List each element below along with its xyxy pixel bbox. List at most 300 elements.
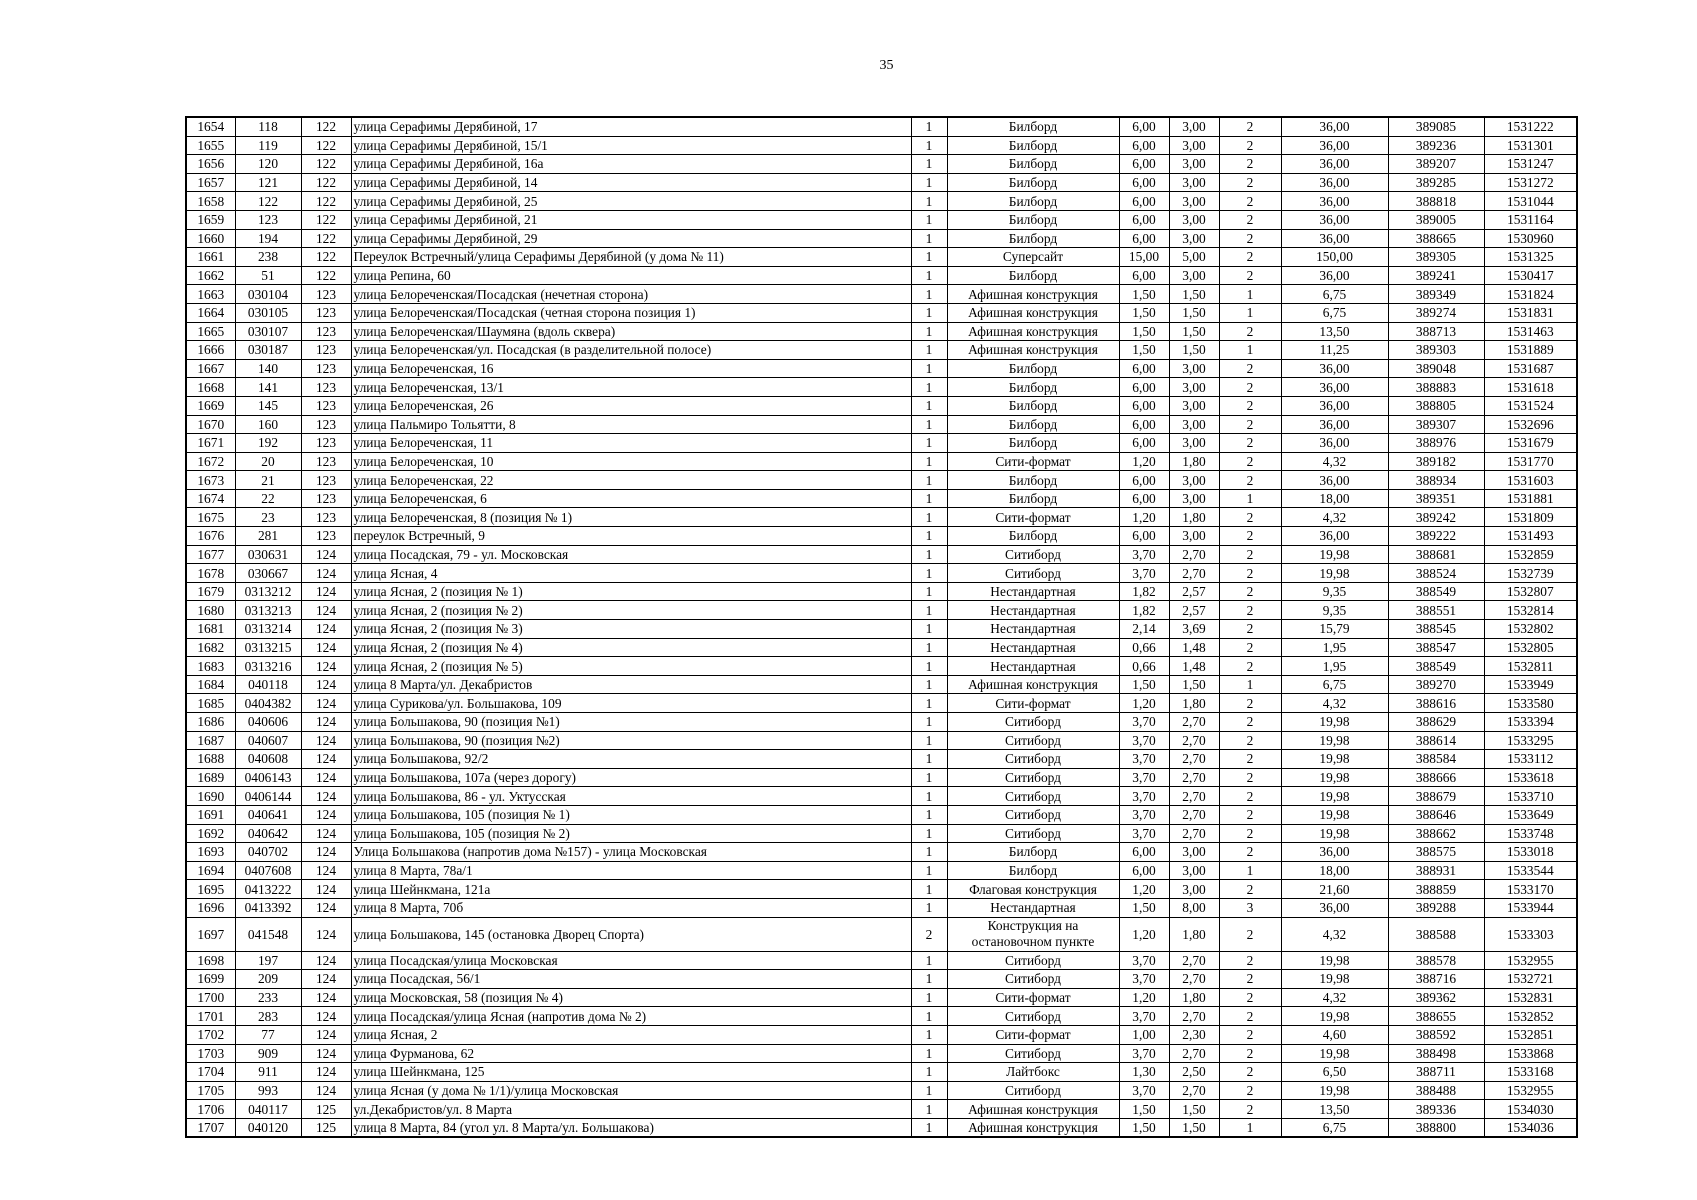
cell-sides: 2 — [1219, 731, 1281, 750]
cell-quantity: 1 — [911, 248, 947, 267]
cell-coord-y: 1533544 — [1484, 861, 1577, 880]
cell-coord-y: 1531301 — [1484, 136, 1577, 155]
cell-width: 3,70 — [1119, 805, 1169, 824]
cell-sides: 2 — [1219, 471, 1281, 490]
cell-district-code: 122 — [301, 136, 351, 155]
cell-quantity: 1 — [911, 415, 947, 434]
cell-width: 1,50 — [1119, 322, 1169, 341]
cell-row-number: 1675 — [186, 508, 235, 527]
cell-sides: 1 — [1219, 341, 1281, 360]
cell-coord-x: 388551 — [1388, 601, 1484, 620]
cell-district-code: 124 — [301, 898, 351, 917]
cell-row-number: 1674 — [186, 489, 235, 508]
table-row — [186, 303, 1577, 322]
cell-district-code: 123 — [301, 415, 351, 434]
cell-coord-y: 1531222 — [1484, 117, 1577, 136]
cell-sides: 1 — [1219, 285, 1281, 304]
cell-row-number: 1682 — [186, 638, 235, 657]
cell-area: 6,75 — [1281, 285, 1388, 304]
cell-height: 2,70 — [1169, 1044, 1219, 1063]
cell-height: 3,00 — [1169, 489, 1219, 508]
cell-row-number: 1670 — [186, 415, 235, 434]
cell-width: 1,20 — [1119, 694, 1169, 713]
table-row — [186, 1025, 1577, 1044]
cell-area: 36,00 — [1281, 266, 1388, 285]
cell-area: 36,00 — [1281, 229, 1388, 248]
cell-sides: 2 — [1219, 620, 1281, 639]
cell-structure-type: Ситиборд — [947, 1044, 1119, 1063]
cell-sides: 2 — [1219, 657, 1281, 676]
cell-row-number: 1693 — [186, 843, 235, 862]
cell-coord-x: 388498 — [1388, 1044, 1484, 1063]
cell-area: 36,00 — [1281, 415, 1388, 434]
cell-height: 3,00 — [1169, 210, 1219, 229]
cell-structure-type: Ситиборд — [947, 545, 1119, 564]
cell-height: 2,70 — [1169, 768, 1219, 787]
cell-structure-id: 141 — [235, 378, 301, 397]
cell-coord-y: 1531809 — [1484, 508, 1577, 527]
cell-area: 19,98 — [1281, 750, 1388, 769]
cell-width: 6,00 — [1119, 489, 1169, 508]
cell-address: улица Шейнкмана, 125 — [351, 1063, 911, 1082]
cell-row-number: 1671 — [186, 434, 235, 453]
cell-sides: 2 — [1219, 396, 1281, 415]
cell-row-number: 1684 — [186, 675, 235, 694]
cell-height: 3,00 — [1169, 173, 1219, 192]
cell-quantity: 1 — [911, 527, 947, 546]
cell-coord-y: 1532955 — [1484, 951, 1577, 970]
cell-structure-id: 121 — [235, 173, 301, 192]
cell-width: 1,20 — [1119, 452, 1169, 471]
cell-address: улица Фурманова, 62 — [351, 1044, 911, 1063]
cell-address: улица Серафимы Дерябиной, 15/1 — [351, 136, 911, 155]
table-row — [186, 601, 1577, 620]
cell-coord-y: 1532739 — [1484, 564, 1577, 583]
cell-structure-type: Ситиборд — [947, 564, 1119, 583]
cell-district-code: 123 — [301, 285, 351, 304]
cell-structure-id: 030631 — [235, 545, 301, 564]
cell-coord-y: 1533394 — [1484, 713, 1577, 732]
cell-coord-x: 389351 — [1388, 489, 1484, 508]
table-row — [186, 988, 1577, 1007]
cell-structure-id: 040120 — [235, 1118, 301, 1137]
cell-structure-type: Сити-формат — [947, 988, 1119, 1007]
cell-height: 1,50 — [1169, 1118, 1219, 1137]
cell-height: 2,70 — [1169, 805, 1219, 824]
cell-structure-type: Билборд — [947, 173, 1119, 192]
cell-width: 3,70 — [1119, 1007, 1169, 1026]
cell-quantity: 1 — [911, 620, 947, 639]
cell-width: 3,70 — [1119, 750, 1169, 769]
cell-address: улица Сурикова/ул. Большакова, 109 — [351, 694, 911, 713]
cell-address: улица 8 Марта, 70б — [351, 898, 911, 917]
cell-coord-y: 1531824 — [1484, 285, 1577, 304]
cell-coord-x: 388588 — [1388, 917, 1484, 951]
cell-area: 1,95 — [1281, 657, 1388, 676]
cell-coord-x: 388859 — [1388, 880, 1484, 899]
cell-area: 18,00 — [1281, 489, 1388, 508]
cell-row-number: 1702 — [186, 1025, 235, 1044]
cell-quantity: 1 — [911, 657, 947, 676]
cell-quantity: 1 — [911, 266, 947, 285]
cell-height: 3,00 — [1169, 471, 1219, 490]
cell-structure-id: 0313215 — [235, 638, 301, 657]
cell-coord-y: 1532831 — [1484, 988, 1577, 1007]
cell-sides: 2 — [1219, 136, 1281, 155]
cell-area: 150,00 — [1281, 248, 1388, 267]
cell-address: улица Ясная, 2 (позиция № 4) — [351, 638, 911, 657]
cell-coord-x: 389222 — [1388, 527, 1484, 546]
advertising-structures-table — [185, 116, 1578, 1138]
table-row — [186, 415, 1577, 434]
cell-width: 6,00 — [1119, 210, 1169, 229]
cell-area: 4,32 — [1281, 452, 1388, 471]
cell-coord-x: 389207 — [1388, 155, 1484, 174]
table-row — [186, 434, 1577, 453]
cell-width: 6,00 — [1119, 229, 1169, 248]
cell-structure-id: 160 — [235, 415, 301, 434]
cell-coord-y: 1532814 — [1484, 601, 1577, 620]
cell-row-number: 1686 — [186, 713, 235, 732]
cell-row-number: 1700 — [186, 988, 235, 1007]
table-row — [186, 1044, 1577, 1063]
cell-sides: 2 — [1219, 694, 1281, 713]
cell-coord-y: 1531889 — [1484, 341, 1577, 360]
cell-structure-id: 145 — [235, 396, 301, 415]
cell-row-number: 1676 — [186, 527, 235, 546]
cell-quantity: 1 — [911, 731, 947, 750]
cell-row-number: 1665 — [186, 322, 235, 341]
cell-coord-x: 388614 — [1388, 731, 1484, 750]
cell-height: 3,00 — [1169, 266, 1219, 285]
cell-width: 1,00 — [1119, 1025, 1169, 1044]
cell-sides: 2 — [1219, 527, 1281, 546]
cell-coord-x: 388800 — [1388, 1118, 1484, 1137]
cell-sides: 2 — [1219, 638, 1281, 657]
table-row — [186, 378, 1577, 397]
cell-coord-y: 1532851 — [1484, 1025, 1577, 1044]
table-row — [186, 1118, 1577, 1137]
cell-row-number: 1690 — [186, 787, 235, 806]
cell-structure-id: 51 — [235, 266, 301, 285]
cell-sides: 2 — [1219, 564, 1281, 583]
cell-width: 1,50 — [1119, 303, 1169, 322]
cell-height: 3,00 — [1169, 359, 1219, 378]
cell-coord-y: 1532805 — [1484, 638, 1577, 657]
cell-coord-y: 1533949 — [1484, 675, 1577, 694]
cell-width: 6,00 — [1119, 843, 1169, 862]
cell-district-code: 124 — [301, 843, 351, 862]
cell-structure-id: 119 — [235, 136, 301, 155]
cell-structure-id: 040642 — [235, 824, 301, 843]
cell-coord-x: 389085 — [1388, 117, 1484, 136]
cell-address: улица Белореченская/Посадская (нечетная сторона) — [351, 285, 911, 304]
table-body — [186, 117, 1577, 1137]
cell-row-number: 1669 — [186, 396, 235, 415]
cell-district-code: 122 — [301, 155, 351, 174]
cell-coord-y: 1531247 — [1484, 155, 1577, 174]
cell-row-number: 1680 — [186, 601, 235, 620]
cell-structure-id: 0313212 — [235, 582, 301, 601]
cell-district-code: 124 — [301, 768, 351, 787]
cell-width: 3,70 — [1119, 970, 1169, 989]
table-row — [186, 117, 1577, 136]
cell-width: 3,70 — [1119, 545, 1169, 564]
cell-address: улица Белореченская, 16 — [351, 359, 911, 378]
cell-coord-x: 389303 — [1388, 341, 1484, 360]
cell-coord-y: 1531679 — [1484, 434, 1577, 453]
cell-row-number: 1692 — [186, 824, 235, 843]
cell-sides: 2 — [1219, 266, 1281, 285]
cell-district-code: 124 — [301, 750, 351, 769]
cell-quantity: 1 — [911, 434, 947, 453]
cell-sides: 2 — [1219, 768, 1281, 787]
cell-row-number: 1695 — [186, 880, 235, 899]
cell-row-number: 1685 — [186, 694, 235, 713]
table-row — [186, 545, 1577, 564]
cell-coord-y: 1533710 — [1484, 787, 1577, 806]
cell-address: Улица Большакова (напротив дома №157) - улица Московская — [351, 843, 911, 862]
cell-sides: 2 — [1219, 452, 1281, 471]
table-row — [186, 638, 1577, 657]
cell-address: улица Посадская, 56/1 — [351, 970, 911, 989]
cell-address: улица Белореченская, 22 — [351, 471, 911, 490]
cell-quantity: 1 — [911, 951, 947, 970]
table-row — [186, 861, 1577, 880]
cell-structure-type: Ситиборд — [947, 1007, 1119, 1026]
cell-row-number: 1658 — [186, 192, 235, 211]
cell-structure-type: Нестандартная — [947, 620, 1119, 639]
cell-row-number: 1703 — [186, 1044, 235, 1063]
cell-district-code: 124 — [301, 1063, 351, 1082]
cell-area: 6,75 — [1281, 1118, 1388, 1137]
cell-area: 19,98 — [1281, 1044, 1388, 1063]
cell-coord-y: 1530417 — [1484, 266, 1577, 285]
cell-district-code: 122 — [301, 210, 351, 229]
table-row — [186, 731, 1577, 750]
cell-height: 2,70 — [1169, 564, 1219, 583]
cell-structure-type: Билборд — [947, 266, 1119, 285]
table-row — [186, 675, 1577, 694]
cell-coord-y: 1531603 — [1484, 471, 1577, 490]
cell-district-code: 122 — [301, 173, 351, 192]
cell-area: 19,98 — [1281, 731, 1388, 750]
cell-sides: 2 — [1219, 173, 1281, 192]
cell-sides: 1 — [1219, 489, 1281, 508]
cell-district-code: 122 — [301, 117, 351, 136]
cell-structure-type: Билборд — [947, 843, 1119, 862]
cell-area: 36,00 — [1281, 359, 1388, 378]
cell-sides: 2 — [1219, 951, 1281, 970]
cell-coord-y: 1533303 — [1484, 917, 1577, 951]
cell-district-code: 122 — [301, 266, 351, 285]
cell-height: 3,00 — [1169, 117, 1219, 136]
cell-address: переулок Встречный, 9 — [351, 527, 911, 546]
cell-structure-id: 120 — [235, 155, 301, 174]
cell-sides: 2 — [1219, 1025, 1281, 1044]
cell-row-number: 1697 — [186, 917, 235, 951]
cell-coord-x: 389270 — [1388, 675, 1484, 694]
cell-address: улица 8 Марта, 78а/1 — [351, 861, 911, 880]
cell-structure-type: Нестандартная — [947, 638, 1119, 657]
cell-structure-type: Суперсайт — [947, 248, 1119, 267]
cell-structure-id: 192 — [235, 434, 301, 453]
cell-quantity: 1 — [911, 229, 947, 248]
table-row — [186, 750, 1577, 769]
cell-structure-type: Лайтбокс — [947, 1063, 1119, 1082]
cell-structure-type: Афишная конструкция — [947, 285, 1119, 304]
table-row — [186, 285, 1577, 304]
cell-district-code: 122 — [301, 192, 351, 211]
cell-quantity: 1 — [911, 396, 947, 415]
cell-coord-x: 389307 — [1388, 415, 1484, 434]
cell-coord-x: 389285 — [1388, 173, 1484, 192]
table-row — [186, 620, 1577, 639]
cell-area: 36,00 — [1281, 527, 1388, 546]
cell-structure-type: Афишная конструкция — [947, 303, 1119, 322]
cell-address: улица Белореченская/Шаумяна (вдоль сквера) — [351, 322, 911, 341]
table-container — [185, 116, 1578, 1138]
table-row — [186, 694, 1577, 713]
table-row — [186, 322, 1577, 341]
cell-width: 1,50 — [1119, 1100, 1169, 1119]
cell-width: 1,20 — [1119, 988, 1169, 1007]
table-row — [186, 396, 1577, 415]
cell-address: улица Белореченская, 8 (позиция № 1) — [351, 508, 911, 527]
cell-row-number: 1681 — [186, 620, 235, 639]
cell-height: 1,80 — [1169, 452, 1219, 471]
cell-sides: 2 — [1219, 229, 1281, 248]
table-row — [186, 880, 1577, 899]
cell-address: улица Белореченская, 13/1 — [351, 378, 911, 397]
cell-height: 2,70 — [1169, 824, 1219, 843]
cell-width: 6,00 — [1119, 861, 1169, 880]
table-row — [186, 843, 1577, 862]
table-row — [186, 359, 1577, 378]
cell-address: улица Пальмиро Тольятти, 8 — [351, 415, 911, 434]
cell-sides: 2 — [1219, 508, 1281, 527]
cell-structure-id: 0313214 — [235, 620, 301, 639]
cell-sides: 2 — [1219, 880, 1281, 899]
cell-structure-type: Билборд — [947, 378, 1119, 397]
cell-structure-type: Афишная конструкция — [947, 341, 1119, 360]
cell-coord-y: 1532696 — [1484, 415, 1577, 434]
cell-height: 3,69 — [1169, 620, 1219, 639]
cell-district-code: 122 — [301, 248, 351, 267]
cell-coord-y: 1533295 — [1484, 731, 1577, 750]
cell-area: 1,95 — [1281, 638, 1388, 657]
cell-structure-type: Ситиборд — [947, 805, 1119, 824]
table-row — [186, 657, 1577, 676]
cell-sides: 2 — [1219, 155, 1281, 174]
cell-area: 13,50 — [1281, 1100, 1388, 1119]
cell-height: 3,00 — [1169, 880, 1219, 899]
cell-district-code: 123 — [301, 359, 351, 378]
cell-area: 4,32 — [1281, 917, 1388, 951]
cell-quantity: 1 — [911, 155, 947, 174]
cell-district-code: 123 — [301, 396, 351, 415]
cell-quantity: 1 — [911, 136, 947, 155]
cell-address: улица Большакова, 105 (позиция № 2) — [351, 824, 911, 843]
cell-width: 3,70 — [1119, 787, 1169, 806]
cell-district-code: 124 — [301, 601, 351, 620]
cell-height: 3,00 — [1169, 378, 1219, 397]
cell-coord-x: 388805 — [1388, 396, 1484, 415]
cell-height: 3,00 — [1169, 155, 1219, 174]
cell-district-code: 123 — [301, 471, 351, 490]
cell-address: улица Большакова, 105 (позиция № 1) — [351, 805, 911, 824]
cell-district-code: 123 — [301, 322, 351, 341]
cell-district-code: 124 — [301, 917, 351, 951]
cell-sides: 3 — [1219, 898, 1281, 917]
cell-address: улица Белореченская/ул. Посадская (в разделительной полосе) — [351, 341, 911, 360]
cell-quantity: 1 — [911, 117, 947, 136]
cell-width: 1,50 — [1119, 341, 1169, 360]
cell-structure-type: Сити-формат — [947, 452, 1119, 471]
cell-area: 36,00 — [1281, 843, 1388, 862]
cell-area: 13,50 — [1281, 322, 1388, 341]
cell-district-code: 124 — [301, 1044, 351, 1063]
cell-coord-x: 388934 — [1388, 471, 1484, 490]
cell-district-code: 124 — [301, 787, 351, 806]
cell-row-number: 1696 — [186, 898, 235, 917]
cell-height: 5,00 — [1169, 248, 1219, 267]
cell-quantity: 1 — [911, 694, 947, 713]
cell-row-number: 1659 — [186, 210, 235, 229]
cell-width: 3,70 — [1119, 564, 1169, 583]
cell-structure-type: Сити-формат — [947, 694, 1119, 713]
cell-coord-y: 1531618 — [1484, 378, 1577, 397]
page-number: 35 — [879, 58, 894, 73]
cell-area: 19,98 — [1281, 564, 1388, 583]
cell-height: 2,57 — [1169, 582, 1219, 601]
cell-height: 1,50 — [1169, 675, 1219, 694]
cell-district-code: 124 — [301, 713, 351, 732]
cell-coord-y: 1531493 — [1484, 527, 1577, 546]
cell-structure-type: Ситиборд — [947, 824, 1119, 843]
cell-sides: 2 — [1219, 750, 1281, 769]
cell-coord-x: 388549 — [1388, 582, 1484, 601]
cell-sides: 2 — [1219, 601, 1281, 620]
cell-sides: 2 — [1219, 1063, 1281, 1082]
table-row — [186, 192, 1577, 211]
cell-district-code: 124 — [301, 1081, 351, 1100]
cell-coord-y: 1531463 — [1484, 322, 1577, 341]
cell-coord-x: 389362 — [1388, 988, 1484, 1007]
cell-sides: 2 — [1219, 117, 1281, 136]
cell-quantity: 1 — [911, 545, 947, 564]
cell-structure-id: 0406143 — [235, 768, 301, 787]
cell-structure-type: Билборд — [947, 471, 1119, 490]
cell-height: 3,00 — [1169, 229, 1219, 248]
cell-coord-x: 388629 — [1388, 713, 1484, 732]
cell-coord-x: 388713 — [1388, 322, 1484, 341]
cell-district-code: 124 — [301, 638, 351, 657]
cell-sides: 2 — [1219, 582, 1281, 601]
cell-row-number: 1660 — [186, 229, 235, 248]
cell-structure-type: Нестандартная — [947, 582, 1119, 601]
cell-area: 36,00 — [1281, 173, 1388, 192]
cell-address: улица Репина, 60 — [351, 266, 911, 285]
cell-coord-x: 388592 — [1388, 1025, 1484, 1044]
cell-area: 21,60 — [1281, 880, 1388, 899]
cell-structure-id: 20 — [235, 452, 301, 471]
cell-address: улица Серафимы Дерябиной, 21 — [351, 210, 911, 229]
cell-coord-x: 389288 — [1388, 898, 1484, 917]
cell-row-number: 1707 — [186, 1118, 235, 1137]
cell-coord-x: 388931 — [1388, 861, 1484, 880]
cell-width: 6,00 — [1119, 266, 1169, 285]
